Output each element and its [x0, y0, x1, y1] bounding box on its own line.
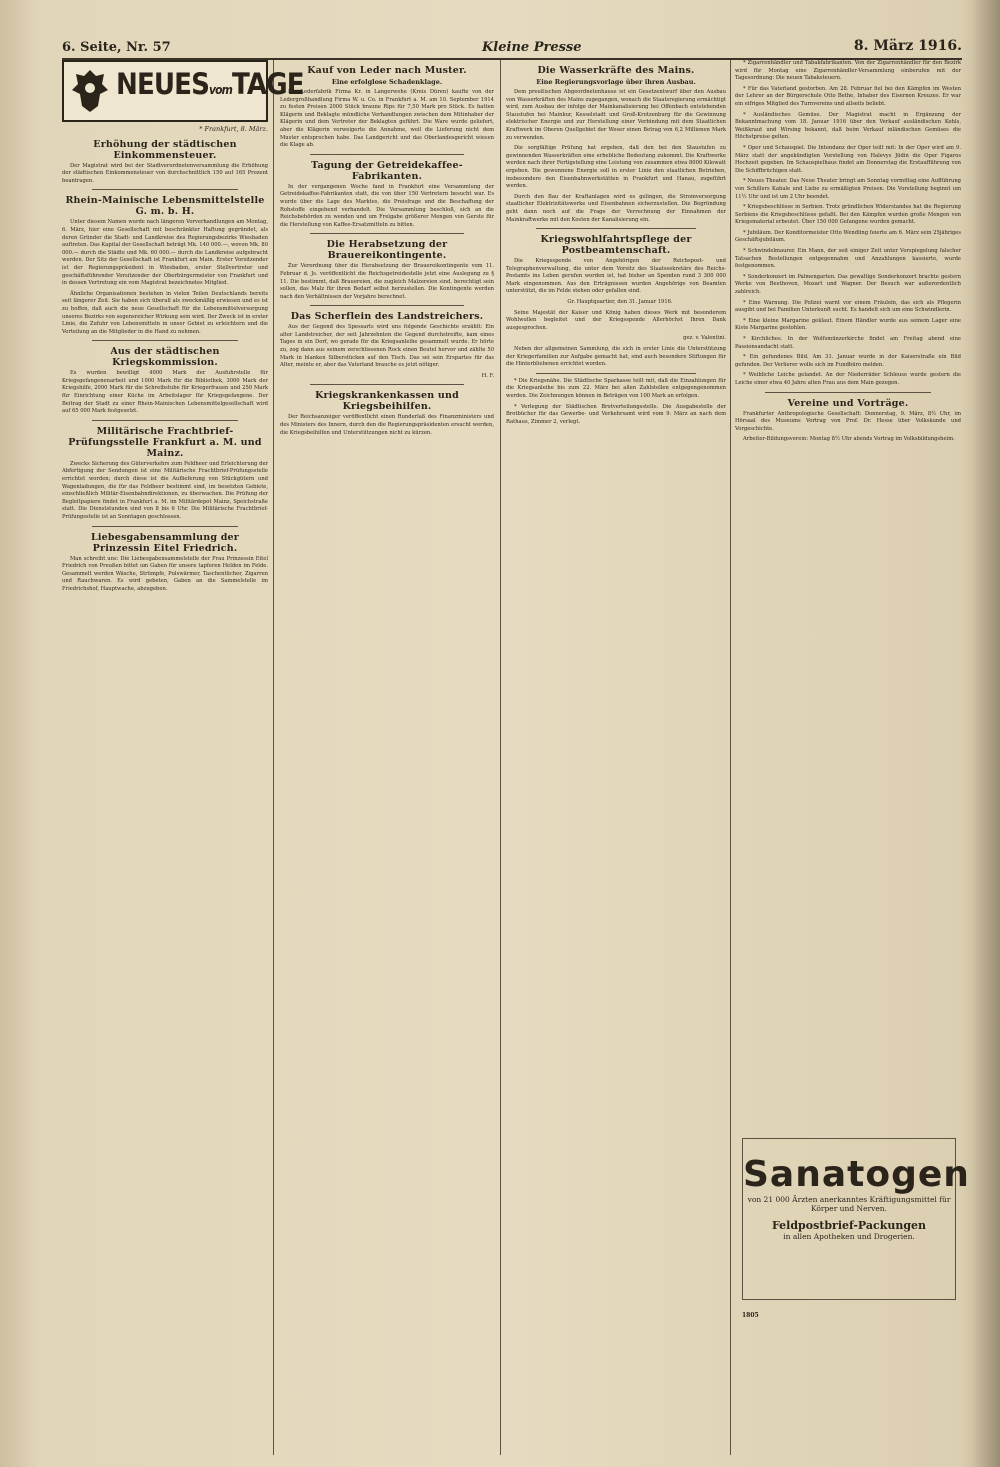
- article-text: Zwecks Sicherung des Güterverkehrs zum Feldheer und Erleichterung der Abfertigung der Sendungen ist eine Militärische Frachtbrief-Prüfungsstelle errichtet worden; durch diese ist die Auflieferung von Stückgütern und Wagenladungen, die für das Feldheer bestimmt sind, im besetzten Gebiete, einschließlich Militär-Eisenbahndirektionen, zu überwachen. Die Prüfung der Begleitpapiere findet in Frankfurt a. M. im Militärdepot Mainz, Speichstraße statt. Die Dienststunden sind von 8 bis 6 Uhr. Die Militärische Frachtbrief-Prüfungsstelle ist an Sonntagen geschlossen.: [62, 460, 268, 520]
- article-headline: Die Herabsetzung der Brauereikontingente.: [326, 239, 448, 262]
- divider: [92, 526, 238, 527]
- divider: [310, 233, 464, 234]
- article-headline: Tagung der Getreidekaffee-Fabrikanten.: [311, 159, 463, 182]
- news-item: Frankfurter Anthropologische Gesellschaft: Donnerstag, 9. März, 8½ Uhr, im Hörsaal des Museums Vortrag von Prof. Dr. Hesse über Volkskunde und Vorgeschichte.: [735, 410, 961, 432]
- column-rule: [500, 60, 501, 1455]
- sanatogen-advertisement: [742, 1138, 970, 1300]
- news-item: * Für das Vaterland gestorben. Am 28. Februar fiel bei den Kämpfen im Westen der Lehrer an der Bürgerschule Otto Bethe, Inhaber des Eisernen Kreuzes. Er war ein eifriges Mitglied des Turnvereins und allseits beliebt.: [735, 85, 961, 107]
- eagle-crest-icon: [68, 66, 112, 114]
- article-text: Der Magistrat wird bei der Stadtverordnetenversammlung die Erhöhung der städtischen Einkommensteuer von durchschnittlich 150 auf 165 Prozent beantragen.: [62, 162, 268, 184]
- article-headline: Erhöhung der städtischen Einkommensteuer.: [93, 138, 237, 161]
- dateline: * Frankfurt, 8. März.: [199, 125, 268, 133]
- column-4: [735, 60, 961, 1130]
- column-1: [62, 60, 304, 1455]
- article-headline: Rhein-Mainische Lebensmittelstelle G. m. b. H.: [65, 195, 265, 218]
- divider: [92, 340, 238, 341]
- divider: [536, 373, 696, 374]
- article-headline: Aus der städtischen Kriegskommission.: [110, 346, 220, 369]
- article-text: Unter diesem Namen wurde nach längeren Vorverhandlungen am Montag, 6. März, hier eine Gesellschaft mit beschränkter Haftung gegründet, als deren Gründer die Stadt- und Landkreise des Regierungsbezirks Wiesbaden auftreten. Das Kapital der Gesellschaft beträgt Mk. 140 000.—, wovon Mk. 80 000.— durch die Städte und Mk. 60 000.— durch die Landkreise aufgebracht werden. Der Sitz der Gesellschaft ist Frankfurt am Main. Erster Vorsitzender ist der Regierungspräsident in Wiesbaden, erster Stellvertreter und geschäftsführender Vorsitzender der Oberbürgermeister von Frankfurt und in dessen Vertretung ein vom Magistrat bezeichnetes Mitglied.: [62, 219, 268, 287]
- article-signature: gez. v. Valentini.: [683, 335, 726, 342]
- article-text: Neben der allgemeinen Sammlung, die sich in erster Linie die Unterstützung der Kriegerfamilien zur Aufgabe gemacht hat, sind auch besondere Stiftungen für die Hinterbliebenen errichtet worden.: [506, 346, 726, 368]
- article-text: Zur Verordnung über die Herabsetzung der Brauereikontingente vom 11. Februar d. Js. veröffentlicht die Reichsgetreidestelle jetzt eine Auslegung zu § 11. Die bestimmt, daß Brauereien, die zugleich Malzereien sind, berechtigt sein sollen, das Malz für ihren Bedarf selbst herzustellen. Die Kontingente werden nach den Verhältnissen der Vorjahre berechnet.: [280, 263, 494, 300]
- page-edge-shadow: [972, 0, 1000, 1467]
- news-item: * Kirchliches. In der Wolfsmünzerkirche findet am Freitag abend eine Passionsandacht statt.: [735, 336, 961, 350]
- article-text: Dem preußischen Abgeordnetenhause ist ein Gesetzentwurf über den Ausbau von Wasserkräften des Mains zugegangen, wonach die Staatsregierung ermächtigt wird, zum Ausbau der infolge der Mainkanalisierung bei Offenbach entstehenden Staustufen bei Mainkur, Kesselstadt und Groß-Krotzenburg für die Gewinnung elektrischer Energie und zur Herstellung einer Verbindung mit dem Staatlichen Kraftwerk im Oberen Quellgebiet der Weser einen Betrag von 6,2 Millionen Mark zu verwenden.: [506, 89, 726, 141]
- divider: [310, 154, 464, 155]
- news-item: * Sonderkonzert im Palmengarten. Das gewaltige Sonderkonzert brachte gestern Werke von Beethoven, Mozart und Wagner. Der Besuch war außerordentlich zahlreich.: [735, 273, 961, 296]
- news-item: * Eine Warnung. Die Polizei warnt vor einem Fräulein, das sich als Pflegerin ausgibt und bei Familien Unterkunft sucht. Es handelt sich um eine Schwindlerin.: [735, 299, 961, 314]
- column-2: [280, 60, 494, 1455]
- divider: [536, 228, 696, 229]
- article-headline: Liebesgabensammlung der Prinzessin Eitel Friedrich.: [90, 531, 240, 554]
- news-item: * Ausländisches Gemüse. Der Magistrat macht in Ergänzung der Bekanntmachung vom 18. Januar 1916 über den Verkauf ausländischen Kohls, Weißkraut und Wirsing bekannt, daß beim Verkauf inländischen Gemüses die Höchstpreise gelten.: [735, 111, 961, 141]
- article-subheadline: Eine erfolglose Schadenklage.: [331, 78, 443, 86]
- masthead-title: NEUESvomTAGE: [116, 67, 304, 101]
- article-signature: Gr. Hauptquartier, den 31. Januar 1916.: [567, 299, 673, 306]
- article-headline: Kriegswohlfahrtspflege der Postbeamtenschaft.: [540, 234, 692, 257]
- news-item: * Weibliche Leiche gelandet. An der Niederräder Schleuse wurde gestern die Leiche einer etwa 40 Jahre alten Frau aus dem Main gezogen.: [735, 372, 961, 386]
- article-text: Seine Majestät der Kaiser und König haben dieses Werk mit besonderem Wohlwollen begleitet und der Kriegsspende Allerhöchst Ihren Dank ausgesprochen.: [506, 309, 726, 331]
- ad-tagline: von 21 000 Ärzten anerkanntes Kräftigungsmittel für Körper und Nerven.: [747, 1195, 951, 1213]
- divider: [310, 305, 464, 306]
- column-rule: [273, 60, 274, 1455]
- news-item: * Ein gefundenes Bild. Am 31. Januar wurde in der Kaiserstraße ein Bild gefunden. Der Verlierer wolle sich im Fundbüro melden.: [735, 354, 961, 368]
- article-subheadline: Eine Regierungsvorlage über ihren Ausbau.: [536, 78, 696, 86]
- article-text: Man schreibt uns: Die Liebesgabensammelstelle der Frau Prinzessin Eitel Friedrich von Preußen bittet um Gaben für unsere tapferen Helden im Felde. Gesammelt werden Wäsche, Strümpfe, Pulswärmer, Taschentücher, Zigarren und Rauchwaren. Es wird gebeten, Gaben an die Sammelstelle im Friedrichshof, Hauptwache, abzugeben.: [62, 555, 268, 592]
- paper-name: Kleine Presse: [482, 40, 582, 55]
- page-label: 6. Seite, Nr. 57: [62, 40, 171, 55]
- news-item: * Die Kriegsnähe. Die Städtische Sparkasse teilt mit, daß die Einzahlungen für die Kriegsanleihe bis zum 22. März bei allen Zahlstellen entgegengenommen werden. Die Zeichnungen können in Beträgen von 100 Mark an erfolgen.: [506, 377, 726, 399]
- news-item: * Oper und Schauspiel. Die Intendanz der Oper teilt mit: In der Oper wird am 9. März statt der angekündigten Vorstellung von Halevys Jüdin die Oper Figaros Hochzeit gegeben. Im Schauspielhaus findet am Donnerstag die Erstaufführung von Die Schiffbrüchigen statt.: [735, 144, 961, 174]
- column-rule: [730, 60, 731, 1455]
- divider: [765, 392, 931, 393]
- divider: [92, 189, 238, 190]
- news-item: * Schwindelmaurer. Ein Mann, der seit einiger Zeit unter Vorspiegelung falscher Tatsachen Bestellungen entgegennahm und Anzahlungen kassierte, wurde festgenommen.: [735, 248, 961, 270]
- article-headline: Kriegskrankenkassen und Kriegsbeihilfen.: [315, 390, 459, 413]
- article-text: Ähnliche Organisationen bestehen in vielen Teilen Deutschlands bereits seit längerer Zeit. Sie haben sich überall als zweckmäßig erwiesen und es ist zu hoffen, daß auch die neue Gesellschaft für die Lebensmittelversorgung unseres Bezirks von segensreicher Wirkung sein wird. Der Zweck ist in erster Linie, die Zufuhr von Lebensmitteln in unser Gebiet zu erleichtern und die Verteilung an die Mitglieder in die Hand zu nehmen.: [62, 290, 268, 335]
- divider: [310, 384, 464, 385]
- news-item: * Zigarrenhändler und Tabakfabrikanten. Von der Zigarrenhändler für den Bezirk wird für Montag eine Zigarrenhändler-Versammlung einberufen mit der Tagesordnung: Die neuen Tabaksteuern.: [735, 60, 961, 82]
- article-text: In der vergangenen Woche fand in Frankfurt eine Versammlung der Getreidekaffee-Fabrikanten statt, die von über 150 Vertretern besucht war. Es wurde über die Lage des Marktes, die Preisfrage und die Beschaffung der Rohstoffe eingehend verhandelt. Die Versammlung beschloß, sich an die Reichsbehörden zu wenden und um Freigabe größerer Mengen von Gerste für die Herstellung von Kaffee-Ersatzmitteln zu bitten.: [280, 183, 494, 228]
- masthead: [62, 60, 304, 122]
- divider: [92, 420, 238, 421]
- article-text: Der Reichsanzeiger veröffentlicht einen Runderlaß des Finanzministers und des Ministers des Innern, durch den die Regierungspräsidenten ersucht werden, die Kriegsbeihilfen und Unterstützungen nicht zu kürzen.: [280, 414, 494, 436]
- ad-product: Feldpostbrief-Packungen: [771, 1219, 927, 1232]
- article-text: Aus der Gegend des Spessarts wird uns folgende Geschichte erzählt: Ein alter Landstreicher, der seit Jahrzehnten die Gegend durchstreifte, kam eines Tages in ein Dorf, wo gerade für die Kriegsanleihe gesammelt wurde. Er hörte zu, zog dann aus seinem zerschlissenen Rock einen Beutel hervor und zählte 50 Mark in blanken Silberstücken auf den Tisch. Das sei sein Erspartes für das Alter, meinte er, aber das Vaterland brauche es jetzt nötiger.: [280, 324, 494, 369]
- article-text: Es wurden bewilligt 4000 Mark der Ausfuhrstelle für Kriegsgefangenenarbeit und 1000 Mark für die Bibliothek, 3000 Mark der Kriegshilfe, 2000 Mark für die Schreibstube für Kriegerfrauen und 250 Mark für Einrichtung einer Küche im Arbeitslager für Kriegsgefangene. Der Beitrag der Stadt zu einer Rhein-Mainischen Lebensmittelgesellschaft wird auf 65 000 Mark festgesetzt.: [62, 370, 268, 415]
- article-text: Die sorgfältige Prüfung hat ergeben, daß den bei den Staustufen zu gewinnenden Wasserkräften eine erhebliche Bedeutung zukommt. Die Kraftwerke werden nach ihrer Fertigstellung eine Leistung von zusammen etwa 8000 Kilowatt ergeben. Die gewonnene Energie soll in erster Linie den staatlichen Betrieben, insbesondere den Eisenbahnwerkstätten in Frankfurt und Hanau, zugeführt werden.: [506, 145, 726, 190]
- article-text: Die Kriegsspende von Angehörigen der Reichspost- und Telegraphenverwaltung, die unter dem Vorsitz des Staatssekretärs des Reichs-Postamts ins Leben gerufen worden ist, hat bisher an Spenden rund 3 300 000 Mark eingenommen. Aus den Erträgnissen wurden Angehörige von Beamten unterstützt, die im Felde stehen oder gefallen sind.: [506, 258, 726, 295]
- article-signature: H. F.: [481, 372, 494, 379]
- article-headline: Militärische Frachtbrief-Prüfungsstelle Frankfurt a. M. und Mainz.: [68, 425, 262, 459]
- news-item: * Neues Theater. Das Neue Theater bringt am Sonntag vormittag eine Aufführung von Schillers Kabale und Liebe zu ermäßigten Preisen. Die Vorstellung beginnt um 11½ Uhr und ist um 2 Uhr beendet.: [735, 178, 961, 200]
- article-headline: Kauf von Leder nach Muster.: [307, 65, 467, 76]
- news-item: * Kriegsbeschlüsse in Serbien. Trotz gründlichen Widerstandes hat die Regierung Serbiens die Kriegsbeschlüsse gefaßt. Bei den Kämpfen wurden große Mengen von Kriegsmaterial erbeutet. Über 150 000 Gefangene wurden gemacht.: [735, 204, 961, 226]
- article-headline: Das Scherflein des Landstreichers.: [290, 311, 484, 323]
- news-item: * Verlegung der Städtischen Brotverteilungsstelle. Die Ausgabestelle der Brotbücher für das Gewerbe- und Verkehrsamt wird vom 9. März an nach dem Rathaus, Zimmer 2, verlegt.: [506, 403, 726, 425]
- issue-date: 8. März 1916.: [853, 38, 962, 54]
- article-headline: Die Wasserkräfte des Mains.: [537, 65, 695, 76]
- news-item: * Eine kleine Margarine geklaut. Einem Händler wurde aus seinem Lager eine Kiste Margarine gestohlen.: [735, 317, 961, 332]
- page-header: [62, 38, 962, 60]
- news-item: Arbeiter-Bildungsverein: Montag 8½ Uhr abends Vortrag im Volksbildungsheim.: [743, 436, 955, 443]
- ad-brand: Sanatogen: [743, 1154, 970, 1195]
- article-text: Die Lederfabrik Firma Kr. in Langerwehe (Kreis Düren) kaufte von der Ledergroßhandlung Firma W. u. Co. in Frankfurt a. M. am 10. September 1914 zu festen Preisen 2000 Stück braune Rips für 7,50 Mark pro Stück. Es hatten Klägerin und Beklagte mündliche Verhandlungen zwischen dem Mitinhaber der Klägerin und dem Vertreter der Beklagten geführt. Die Ware wurde geliefert, aber die Klägerin verweigerte die Annahme, weil die Lieferung nicht dem Muster entsprochen habe. Das Landgericht und das Oberlandesgericht wiesen die Klage ab.: [280, 89, 494, 149]
- news-item: * Jubiläum. Der Konditormeister Otto Wendling feierte am 6. März sein 25jähriges Geschäftsjubiläum.: [735, 229, 961, 244]
- ad-code: 1805: [742, 1312, 759, 1319]
- ad-availability: in allen Apotheken und Drogerien.: [783, 1232, 915, 1241]
- section-headline: Vereine und Vorträge.: [787, 397, 909, 409]
- column-3: [506, 60, 726, 1455]
- article-text: Durch den Bau der Kraftanlagen wird es gelingen, die Stromversorgung staatlicher Elektrizitätswerke und Eisenbahnen sicherzustellen. Die Begründung geht dann noch auf die Frage der Verrechnung der Einnahmen der Mainkraftwerke mit den Kosten der Kanalisierung ein.: [506, 193, 726, 223]
